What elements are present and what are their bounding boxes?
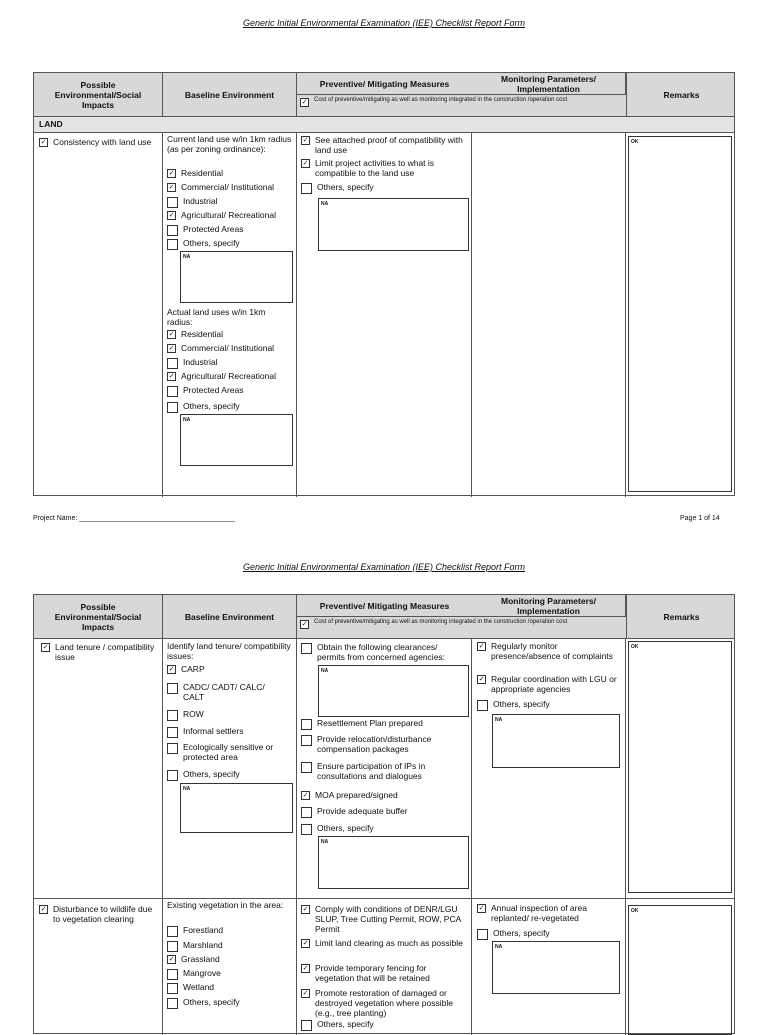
col-divider xyxy=(625,133,626,497)
baseline-option: ✓ Residential xyxy=(168,329,224,339)
impact-land-tenure: ✓ Land tenure / compatibility issue xyxy=(42,642,155,662)
baseline-option: Informal settlers xyxy=(167,726,243,738)
baseline-option: Others, specify xyxy=(167,238,240,250)
impact-consistency: ✓ Consistency with land use xyxy=(40,137,152,147)
baseline-option: Others, specify xyxy=(167,997,240,1009)
monitoring-item: ✓ Regular coordination with LGU or appropriate agencies xyxy=(478,674,617,694)
specify-field[interactable]: NA xyxy=(318,198,469,251)
baseline-option: ✓ Commercial/ Institutional xyxy=(168,182,275,192)
specify-field[interactable]: NA xyxy=(180,783,293,833)
baseline-option: Marshland xyxy=(167,940,223,952)
cost-checkbox[interactable]: ✓ xyxy=(301,621,308,628)
header-monitoring: Monitoring Parameters/ Implementation xyxy=(472,595,626,616)
measure-item: Obtain the following clearances/ permits from concerned agencies: xyxy=(301,642,467,662)
header-monitoring: Monitoring Parameters/ Implementation xyxy=(472,73,626,94)
measure-item: Others, specify xyxy=(301,182,467,194)
project-name: Project Name: ________________________________________ xyxy=(33,515,236,522)
monitoring-item: ✓ Annual inspection of area replanted/ re-vegetated xyxy=(478,903,587,923)
measure-item: ✓ Provide temporary fencing for vegetation that will be retained xyxy=(302,963,430,983)
header-impacts: Possible Environmental/Social Impacts xyxy=(34,73,163,117)
baseline-option: ROW xyxy=(167,709,204,721)
baseline-actual-label: Actual land uses w/in 1km radius: xyxy=(167,307,266,327)
specify-field[interactable]: NA xyxy=(180,251,293,303)
header-remarks: Remarks xyxy=(626,73,736,117)
measure-item: ✓ Limit land clearing as much as possible xyxy=(302,938,463,948)
baseline-option: Industrial xyxy=(167,357,218,369)
baseline-label: Existing vegetation in the area: xyxy=(167,900,284,910)
remarks-field[interactable]: OK xyxy=(628,905,732,1035)
col-divider xyxy=(471,133,472,497)
baseline-option: ✓ Commercial/ Institutional xyxy=(168,343,275,353)
measure-item: ✓ Comply with conditions of DENR/LGU SLUP, Tree Cutting Permit, ROW, PCA Permit xyxy=(302,904,461,934)
col-divider xyxy=(296,133,297,497)
table-header xyxy=(34,73,734,117)
page-number: Page 1 of 14 xyxy=(680,515,720,522)
monitoring-item: Others, specify xyxy=(477,699,622,711)
col-divider xyxy=(471,639,472,1035)
measure-item: ✓ See attached proof of compatibility with land use xyxy=(302,135,463,155)
measure-item: Resettlement Plan prepared xyxy=(301,718,467,730)
baseline-option: Mangrove xyxy=(167,968,221,980)
baseline-option: ✓ Grassland xyxy=(168,954,220,964)
measure-item: ✓ Promote restoration of damaged or destroyed vegetation where possible (e.g., tree planting) xyxy=(302,988,453,1018)
measure-item: Provide adequate buffer xyxy=(301,806,467,818)
baseline-option: Forestland xyxy=(167,925,223,937)
document-title: Generic Initial Environmental Examination (IEE) Checklist Report Form xyxy=(242,18,526,28)
baseline-option: Others, specify xyxy=(167,769,240,781)
row-divider xyxy=(34,898,734,899)
col-divider xyxy=(162,133,163,497)
col-divider xyxy=(625,639,626,1035)
header-baseline: Baseline Environment xyxy=(163,595,297,639)
cost-note-text: Cost of preventive/mitigating as well as monitoring integrated in the construction /operation cost xyxy=(314,97,568,103)
measure-item: ✓ Limit project activities to what is compatible to the land use xyxy=(302,158,435,178)
baseline-label: Identify land tenure/ compatibility issues: xyxy=(167,641,291,661)
measure-item: Ensure participation of IPs in consultations and dialogues xyxy=(301,761,467,781)
cost-note-text: Cost of preventive/mitigating as well as monitoring integrated in the construction /operation cost xyxy=(314,619,568,625)
cost-note xyxy=(297,94,626,117)
impact-wildlife: ✓ Disturbance to wildlife due to vegetation clearing xyxy=(40,904,153,924)
specify-field[interactable]: NA xyxy=(318,665,469,717)
baseline-option: ✓ Agricultural/ Recreational xyxy=(168,371,276,381)
measure-item: Others, specify xyxy=(301,1019,467,1031)
document-title: Generic Initial Environmental Examination (IEE) Checklist Report Form xyxy=(242,562,526,572)
baseline-current-label: Current land use w/in 1km radius (as per zoning ordinance): xyxy=(167,134,292,154)
table-header xyxy=(34,595,734,639)
baseline-option: Others, specify xyxy=(167,401,240,413)
baseline-option: ✓ CARP xyxy=(168,664,205,674)
specify-field[interactable]: NA xyxy=(492,941,620,994)
measure-item: ✓ MOA prepared/signed xyxy=(302,790,398,800)
remarks-field[interactable]: OK xyxy=(628,136,732,492)
remarks-field[interactable]: OK xyxy=(628,641,732,893)
header-impacts: Possible Environmental/Social Impacts xyxy=(34,595,163,639)
header-remarks: Remarks xyxy=(626,595,736,639)
header-measures: Preventive/ Mitigating Measures xyxy=(319,600,450,611)
specify-field[interactable]: NA xyxy=(492,714,620,768)
baseline-option: Ecologically sensitive or protected area xyxy=(167,742,287,762)
baseline-option: Protected Areas xyxy=(167,224,243,236)
baseline-option: ✓ Residential xyxy=(168,168,224,178)
baseline-option: CADC/ CADT/ CALC/ CALT xyxy=(167,682,287,702)
monitoring-item: ✓ Regularly monitor presence/absence of complaints xyxy=(478,641,613,661)
checklist-table-page-1 xyxy=(33,72,735,496)
specify-field[interactable]: NA xyxy=(180,414,293,466)
baseline-option: Industrial xyxy=(167,196,218,208)
measure-item: Others, specify xyxy=(301,823,467,835)
baseline-option: Wetland xyxy=(167,982,214,994)
specify-field[interactable]: NA xyxy=(318,836,469,889)
baseline-option: Protected Areas xyxy=(167,385,243,397)
impact-checkbox[interactable]: ✓ xyxy=(40,139,47,146)
col-divider xyxy=(162,639,163,1035)
col-divider xyxy=(296,639,297,1035)
header-baseline: Baseline Environment xyxy=(163,73,297,117)
header-measures: Preventive/ Mitigating Measures xyxy=(319,78,450,89)
checklist-table-page-2 xyxy=(33,594,735,1034)
section-land: LAND xyxy=(34,117,734,133)
cost-checkbox[interactable]: ✓ xyxy=(301,99,308,106)
monitoring-item: Others, specify xyxy=(477,928,622,940)
baseline-option: ✓ Agricultural/ Recreational xyxy=(168,210,276,220)
measure-item: Provide relocation/disturbance compensation packages xyxy=(301,734,467,754)
cost-note xyxy=(297,616,626,639)
